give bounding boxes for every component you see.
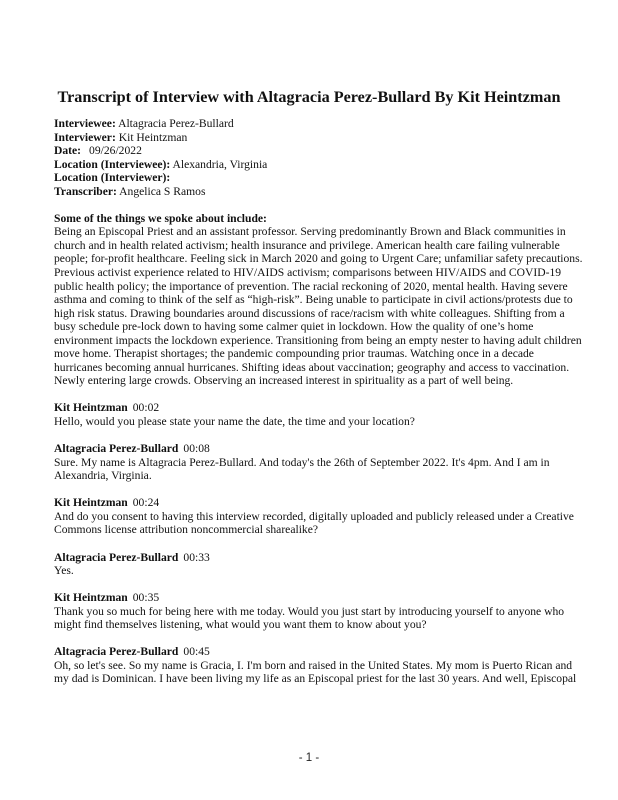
metadata-value: Kit Heintzman [118, 130, 188, 144]
speaker-name: Kit Heintzman [54, 496, 128, 510]
transcript-turn [54, 591, 594, 632]
metadata-date [54, 144, 594, 158]
metadata-interviewer [54, 131, 594, 145]
metadata-interviewee [54, 117, 594, 131]
timestamp: 00:24 [132, 496, 160, 510]
metadata-value: Altagracia Perez-Bullard [118, 117, 234, 130]
summary-line: busy schedule pre-lock down to having some calmer quiet in lockdown. How the quality of one’s home [54, 320, 534, 334]
transcript-turn [54, 401, 594, 428]
metadata-transcriber [54, 185, 594, 199]
metadata-location-interviewee [54, 158, 594, 172]
speaker-name: Altagracia Perez-Bullard [54, 645, 179, 659]
summary-section [54, 212, 594, 388]
utterance-line: Commons license attribution noncommercial sharealike? [54, 523, 319, 537]
spacer [54, 483, 594, 497]
transcript-turn [54, 496, 594, 537]
speaker-header [54, 551, 594, 565]
summary-line: church and in health related activism; health insurance and privilege. American health care failing vulnerable [54, 238, 560, 252]
summary-line: high risk status. Drawing boundaries around discussions of race/racism with white colleagues. Shifting from a [54, 306, 565, 320]
timestamp: 00:35 [132, 591, 160, 605]
summary-heading: Some of the things we spoke about include: [54, 211, 267, 225]
speaker-name: Altagracia Perez-Bullard [54, 442, 179, 456]
metadata-value: 09/26/2022 [89, 144, 142, 158]
speaker-header [54, 401, 594, 415]
transcript-turn [54, 551, 594, 578]
utterance-line: Alexandria, Virginia. [54, 469, 152, 483]
metadata-label: Location (Interviewee): [54, 157, 171, 171]
document-body [54, 117, 594, 686]
summary-line: asthma and coming to think of the self as “high-risk”. Being unable to participate in civil actions/protests due to [54, 293, 573, 307]
spacer [54, 537, 594, 551]
speaker-header [54, 645, 594, 659]
timestamp: 00:33 [183, 550, 210, 564]
speaker-name: Kit Heintzman [54, 401, 128, 415]
metadata-label: Location (Interviewer): [54, 171, 171, 185]
spacer [54, 429, 594, 443]
metadata-value: Alexandria, Virginia [172, 157, 268, 171]
summary-line: public health policy; the importance of prevention. The racial reckoning of 2020, mental health. Having severe [54, 279, 568, 293]
utterance-line: Oh, so let's see. So my name is Gracia, I. I'm born and raised in the United States. My mom is Puerto Rican and [54, 658, 573, 672]
spacer [54, 388, 594, 402]
metadata-label: Transcriber: [54, 184, 117, 198]
metadata-value: Angelica S Ramos [119, 184, 206, 198]
summary-line: move home. Therapist shortages; the pandemic compounding prior traumas. Watching once in a decade [54, 347, 534, 361]
utterance-line: Yes. [54, 564, 74, 578]
utterance-line: my dad is Dominican. I have been living my life as an Episcopal priest for the last 30 years. And well, Episcopal [54, 672, 577, 686]
speaker-header [54, 442, 594, 456]
timestamp: 00:08 [183, 442, 210, 456]
transcript-turn [54, 645, 594, 686]
summary-line: people; for-profit healthcare. Feeling sick in March 2020 and going to Urgent Care; unfamiliar safety precautions. [54, 252, 583, 266]
utterance-line: Thank you so much for being here with me today. Would you just start by introducing yourself to anyone who [54, 604, 565, 618]
page-number: - 1 - [298, 752, 320, 764]
utterance-line: And do you consent to having this interview recorded, digitally uploaded and publicly released under a Creative [54, 509, 574, 523]
metadata-label: Date: [54, 144, 82, 158]
metadata-location-interviewer [54, 171, 594, 185]
summary-line: Newly entering large crowds. Observing an increased interest in spirituality as a part of well being. [54, 374, 514, 388]
utterance-line: Sure. My name is Altagracia Perez-Bullard. And today's the 26th of September 2022. It's 4pm. And I am in [54, 455, 550, 469]
metadata-label: Interviewee: [54, 117, 116, 130]
summary-line: Previous activist experience related to HIV/AIDS activism; comparisons between HIV/AIDS and COVID-19 [54, 266, 562, 280]
speaker-name: Altagracia Perez-Bullard [54, 550, 179, 564]
spacer [54, 198, 594, 212]
transcript-turn [54, 442, 594, 483]
document-title: Transcript of Interview with Altagracia Perez-Bullard By Kit Heintzman [57, 88, 561, 106]
spacer [54, 632, 594, 646]
spacer [54, 578, 594, 592]
timestamp: 00:45 [183, 645, 210, 659]
summary-line: environment impacts the lockdown experience. Transitioning from being an empty nester to having adult children [54, 333, 582, 347]
speaker-name: Kit Heintzman [54, 591, 128, 605]
utterance-line: Hello, would you please state your name the date, the time and your location? [54, 415, 415, 429]
utterance-line: might find themselves listening, what would you want them to know about you? [54, 618, 427, 632]
summary-line: Being an Episcopal Priest and an assistant professor. Serving predominantly Brown and Black communities in [54, 225, 566, 239]
speaker-header [54, 591, 594, 605]
summary-line: hurricanes becoming annual hurricanes. Shifting ideas about vaccination; geography and access to vaccination. [54, 360, 570, 374]
metadata-label: Interviewer: [54, 130, 116, 144]
metadata-block [54, 117, 594, 198]
timestamp: 00:02 [132, 401, 160, 415]
speaker-header [54, 496, 594, 510]
